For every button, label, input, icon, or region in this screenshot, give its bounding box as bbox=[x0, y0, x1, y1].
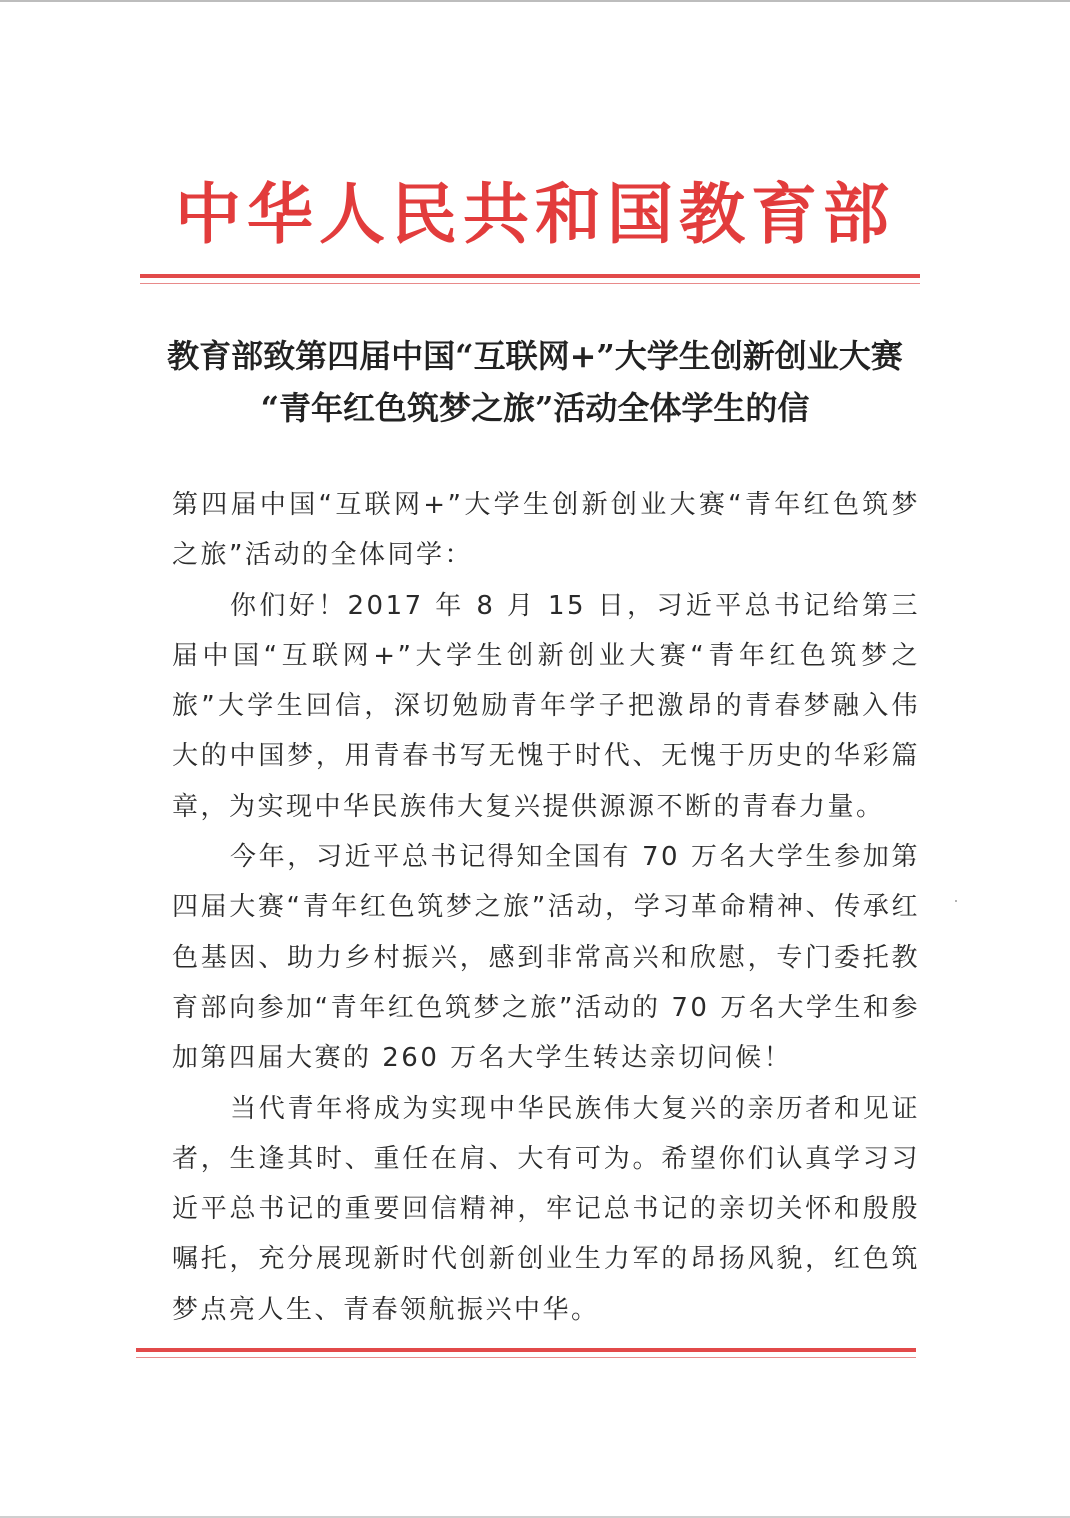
letterhead-red-rule-thin bbox=[140, 283, 920, 284]
letter-title-line-1: 教育部致第四届中国“互联网+”大学生创新创业大赛 bbox=[167, 337, 903, 375]
letter-body bbox=[172, 480, 920, 1335]
footer-red-rule-thin bbox=[136, 1357, 916, 1358]
letterhead-red-rule bbox=[140, 274, 920, 278]
letter-paragraph-1: 你们好！2017 年 8 月 15 日，习近平总书记给第三届中国“互联网+”大学生创新创业大赛“青年红色筑梦之旅”大学生回信，深切勉励青年学子把激昂的青春梦融入伟大的中国梦，用青春书写无愧于时代、无愧于历史的华彩篇章，为实现中华民族伟大复兴提供源源不断的青春力量。 bbox=[172, 590, 920, 822]
scan-speck bbox=[955, 900, 957, 902]
letter-paragraph-3: 当代青年将成为实现中华民族伟大复兴的亲历者和见证者，生逢其时、重任在肩、大有可为。希望你们认真学习习近平总书记的重要回信精神，牢记总书记的亲切关怀和殷殷嘱托，充分展现新时代创新创业生力军的昂扬风貌，红色筑梦点亮人生、青春领航振兴中华。 bbox=[172, 1093, 920, 1325]
letterhead-organization: 中华人民共和国教育部 bbox=[175, 176, 895, 253]
footer-red-rule bbox=[136, 1348, 916, 1352]
letter-title-line-2: “青年红色筑梦之旅”活动全体学生的信 bbox=[260, 389, 810, 427]
letter-paragraph-2: 今年，习近平总书记得知全国有 70 万名大学生参加第四届大赛“青年红色筑梦之旅”活动，学习革命精神、传承红色基因、助力乡村振兴，感到非常高兴和欣慰，专门委托教育部向参加“青年红色筑梦之旅”活动的 70 万名大学生和参加第四届大赛的 260 万名大学生转达亲切问候！ bbox=[172, 842, 920, 1074]
letter-salutation: 第四届中国“互联网+”大学生创新创业大赛“青年红色筑梦之旅”活动的全体同学： bbox=[172, 490, 920, 571]
letter-title bbox=[140, 330, 930, 434]
